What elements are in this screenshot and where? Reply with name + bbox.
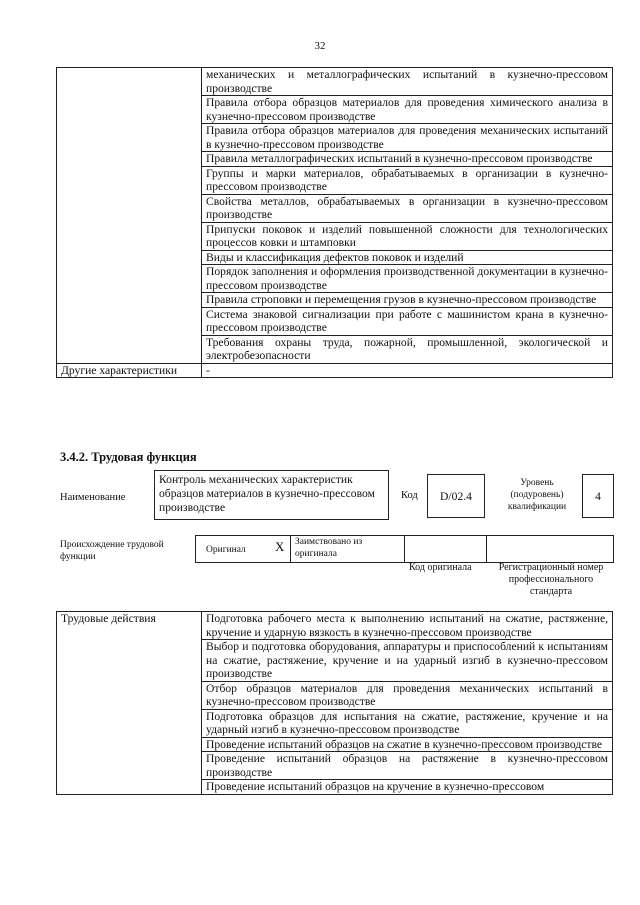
labor-action-item: Отбор образцов материалов для проведения механических испытаний в кузнечно-прессовом производстве bbox=[202, 681, 613, 709]
labor-action-item: Проведение испытаний образцов на растяжение в кузнечно-прессовом производстве bbox=[202, 752, 613, 780]
knowledge-item: Правила отбора образцов материалов для проведения механических испытаний в кузнечно-прессовом производстве bbox=[202, 124, 613, 152]
labor-action-item: Проведение испытаний образцов на кручение в кузнечно-прессовом bbox=[202, 780, 613, 795]
other-characteristics-value: - bbox=[202, 363, 613, 378]
knowledge-item: Система знаковой сигнализации при работе с машинистом крана в кузнечно-прессовом производстве bbox=[202, 307, 613, 335]
knowledge-item: Порядок заполнения и оформления производственной документации в кузнечно-прессовом производстве bbox=[202, 265, 613, 293]
borrowed-label: Заимствовано из оригинала bbox=[295, 537, 363, 559]
knowledge-item: Правила строповки и перемещения грузов в кузнечно-прессовом производстве bbox=[202, 293, 613, 308]
knowledge-label-cell bbox=[57, 68, 202, 364]
knowledge-item: Свойства металлов, обрабатываемых в организации в кузнечно-прессовом производстве bbox=[202, 194, 613, 222]
knowledge-table bbox=[56, 67, 613, 378]
knowledge-item: Правила металлографических испытаний в кузнечно-прессовом производстве bbox=[202, 152, 613, 167]
reg-number-label: Регистрационный номер профессионального стандарта bbox=[498, 562, 604, 597]
other-characteristics-label: Другие характеристики bbox=[57, 363, 202, 378]
labor-actions-label: Трудовые действия bbox=[57, 612, 202, 795]
section-title: 3.4.2. Трудовая функция bbox=[60, 450, 197, 464]
level-label: Уровень (подуровень) квалификации bbox=[507, 478, 567, 512]
function-name-box: Контроль механических характеристик образцов материалов в кузнечно-прессовом производстве bbox=[154, 470, 389, 520]
name-label: Наименование bbox=[60, 492, 126, 503]
labor-action-item: Подготовка рабочего места к выполнению испытаний на сжатие, растяжение, кручение и ударную вязкость в кузнечно-прессовом производстве bbox=[202, 612, 613, 640]
origin-row bbox=[195, 535, 614, 563]
knowledge-item: Группы и марки материалов, обрабатываемых в организации в кузнечно-прессовом производстве bbox=[202, 166, 613, 194]
labor-actions-table bbox=[56, 611, 613, 795]
original-label: Оригинал bbox=[206, 545, 246, 555]
code-original-label: Код оригинала bbox=[409, 562, 472, 573]
code-label: Код bbox=[401, 490, 418, 501]
function-code-box: D/02.4 bbox=[427, 474, 485, 518]
level-value-box: 4 bbox=[582, 474, 614, 518]
knowledge-item: Виды и классификация дефектов поковок и изделий bbox=[202, 250, 613, 265]
knowledge-item: механических и металлографических испытаний в кузнечно-прессовом производстве bbox=[202, 68, 613, 96]
labor-action-item: Подготовка образцов для испытания на сжатие, растяжение, кручение и на ударный изгиб в кузнечно-прессовом производстве bbox=[202, 709, 613, 737]
knowledge-item: Правила отбора образцов материалов для проведения химического анализа в кузнечно-прессовом производстве bbox=[202, 96, 613, 124]
labor-action-item: Проведение испытаний образцов на сжатие в кузнечно-прессовом производстве bbox=[202, 737, 613, 752]
origin-label: Происхождение трудовой функции bbox=[60, 540, 164, 562]
page-number: 32 bbox=[314, 40, 326, 52]
knowledge-item: Требования охраны труда, пожарной, промышленной, экологической и электробезопасности bbox=[202, 335, 613, 363]
original-mark: X bbox=[275, 539, 285, 554]
knowledge-item: Припуски поковок и изделий повышенной сложности для технологических процессов ковки и штамповки bbox=[202, 222, 613, 250]
labor-action-item: Выбор и подготовка оборудования, аппаратуры и приспособлений к испытаниям на сжатие, растяжение, кручение и на ударный изгиб в кузнечно-прессовом производстве bbox=[202, 640, 613, 682]
